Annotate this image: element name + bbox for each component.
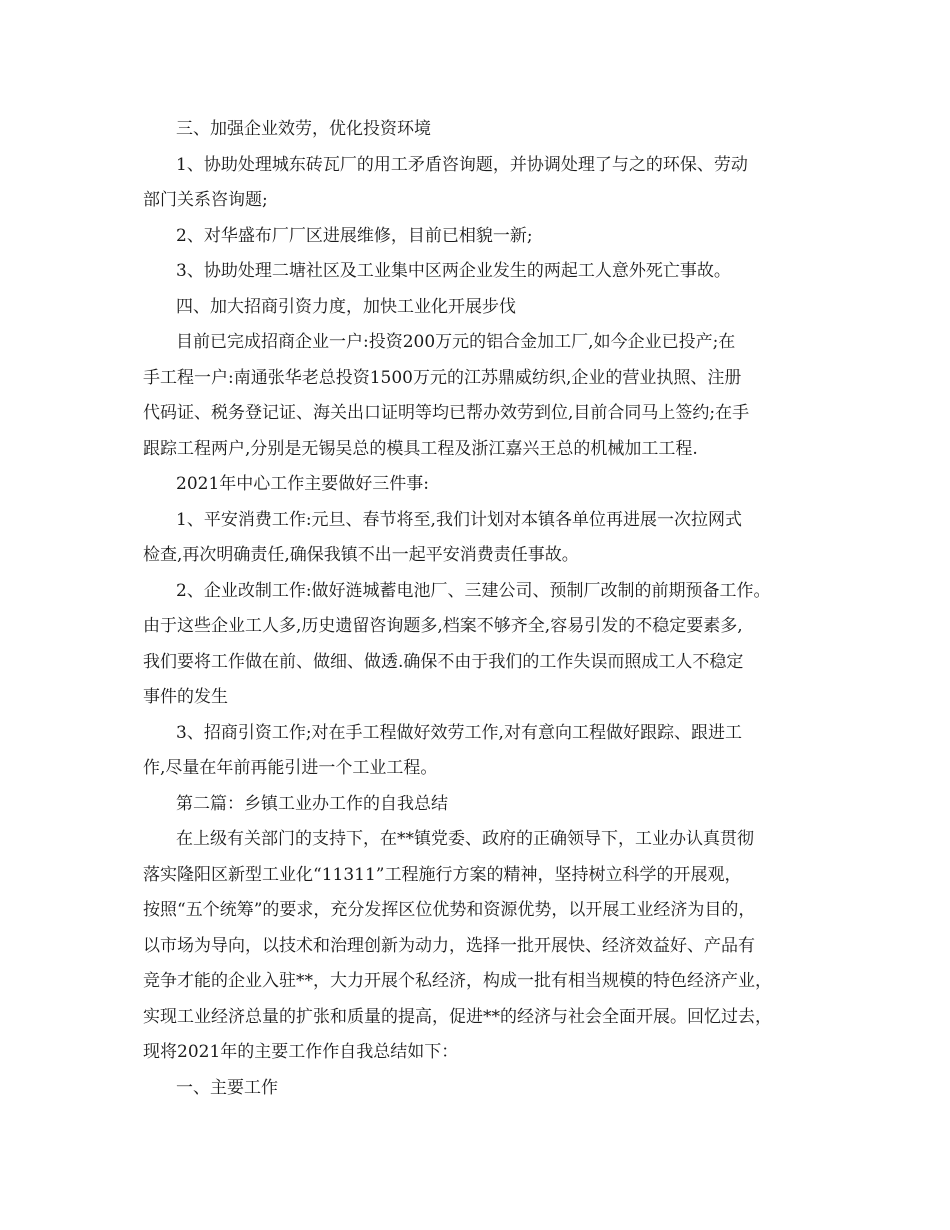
text-line: 落实隆阳区新型工业化“11311”工程施行方案的精神，坚持树立科学的开展观， [143,864,742,885]
text-line: 1、协助处理城东砖瓦厂的用工矛盾咨询题，并协调处理了与之的环保、劳动 [176,154,748,175]
text-line: 竞争才能的企业入驻**，大力开展个私经济，构成一批有相当规模的特色经济产业， [143,971,772,991]
text-line: 3、招商引资工作;对在手工程做好效劳工作,对有意向工程做好跟踪、跟进工 [176,722,742,743]
text-line: 第二篇：乡镇工业办工作的自我总结 [176,793,448,814]
text-line: 部门关系咨询题; [143,190,268,210]
text-line: 检查,再次明确责任,确保我镇不出一起平安消费责任事故。 [143,545,579,565]
text-line: 四、加大招商引资力度，加快工业化开展步伐 [176,296,516,317]
text-line: 跟踪工程两户,分别是无锡吴总的模具工程及浙江嘉兴王总的机械加工工程. [143,438,698,459]
text-line: 2021年中心工作主要做好三件事: [176,474,429,494]
text-line: 1、平安消费工作:元旦、春节将至,我们计划对本镇各单位再进展一次拉网式 [176,509,742,530]
text-line: 2、对华盛布厂厂区进展维修，目前已相貌一新; [176,225,533,246]
text-line: 目前已完成招商企业一户:投资200万元的铝合金加工厂,如今企业已投产;在 [176,332,736,352]
text-line: 2、企业改制工作:做好涟城蓄电池厂、三建公司、预制厂改制的前期预备工作。 [176,580,771,601]
text-line: 实现工业经济总量的扩张和质量的提高，促进**的经济与社会全面开展。回忆过去， [143,1006,772,1027]
text-line: 三、加强企业效劳，优化投资环境 [176,119,431,139]
text-line: 按照“五个统筹”的要求，充分发挥区位优势和资源优势，以开展工业经济为目的， [143,900,756,920]
text-line: 在上级有关部门的支持下，在**镇党委、政府的正确领导下，工业办认真贯彻 [176,829,754,849]
text-line: 3、协助处理二塘社区及工业集中区两企业发生的两起工人意外死亡事故。 [176,261,731,281]
text-line: 我们要将工作做在前、做细、做透.确保不由于我们的工作失误而照成工人不稳定 [143,651,744,672]
text-line: 以市场为导向，以技术和治理创新为动力，选择一批开展快、经济效益好、产品有 [143,935,755,956]
document-body [143,112,823,1106]
text-line: 事件的发生 [143,687,228,707]
text-line: 代码证、税务登记证、海关出口证明等均已帮办效劳到位,目前合同马上签约;在手 [143,403,750,423]
text-line: 现将2021年的主要工作作自我总结如下： [143,1042,459,1062]
text-line: 由于这些企业工人多,历史遗留咨询题多,档案不够齐全,容易引发的不稳定要素多, [143,616,743,636]
text-line: 一、主要工作 [176,1077,278,1098]
text-line: 手工程一户:南通张华老总投资1500万元的江苏鼎威纺织,企业的营业执照、注册 [143,367,742,388]
text-line: 作,尽量在年前再能引进一个工业工程。 [143,758,438,778]
